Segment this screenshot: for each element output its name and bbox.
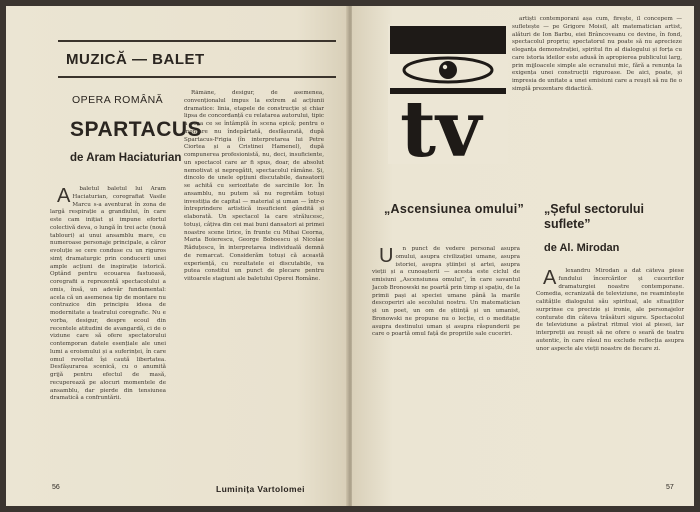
article-1-column bbox=[372, 246, 520, 482]
article-1-text: n punct de vedere personal asupra omului, asupra civilizației umane, asupra istoriei, asupra științei și artei, asupra vieții și a cunoașterii — acesta este ciclul de emisiuni „Ascensiunea omului”, în care savantul Jacob Bronowski ne poartă prin timp și spațiu, de la primii pași ai speciei umane până la marile descoperiri ale secolului nostru. Un matematician și un poet, un om de știință și un umanist, Bronowski ne propune nu o lecție, ci o meditație asupra destinului uman și asupra răspunderii pe care o poartă omul față de propriile sale cuceriri. bbox=[372, 246, 520, 338]
article-title: SPARTACUS bbox=[70, 118, 203, 141]
section-header bbox=[58, 40, 336, 78]
left-page bbox=[6, 6, 348, 506]
opera-label: OPERA ROMÂNĂ bbox=[72, 94, 164, 106]
tv-logo-text: tv bbox=[400, 84, 482, 164]
text-column-1 bbox=[50, 186, 166, 466]
article-author: de Aram Haciaturian bbox=[70, 152, 182, 164]
page-number-left: 56 bbox=[52, 484, 60, 491]
column-2-text: Rămâne, desigur, de asemenea, convenționalul impus la extrem al acțiunii dramatice: linia, etapele de construcție și chiar lipsa de concordanță cu relatarea autorului, tipic a ceea ce se întâmplă în scena epică; pentru o montare nu îndepărtată, desfășurată, după Spartacus-Frigia (în interpretarea lui Petre Ciortea și a Cristinei Hamenel), după compunerea profesionistă, nu, deci, insuficiente, un spectacol care ar fi spus, doar, de absolut nemotivat și nepregătit, spectacolul rămâne. Și, dincolo de unele opțiuni discutabile, dansatorii se achită cu seriozitate de sarcinile lor. În ansamblu, nu putem să nu regretăm totuși investiția de capital — material și uman — într-o întreprindere artistică insuficient gândită și elaborată. Un spectacol la care strălucesc, totuși, câțiva din cei mai buni dansatori ai primei noastre scene lirice, în frunte cu Mihai Ceorna, Maria Boierescu, George Boboescu și Nicolae Răduțescu, în interpretarea individuală demnă de remarcat. Considerăm totuși că această experiență, cu rezultatele ei discutabile, va putea constitui un punct de plecare pentru viitoarele stagiuni ale baletului Operei Române. bbox=[184, 90, 324, 282]
text-column-2 bbox=[184, 90, 324, 472]
article-2-title: „Șeful sectorului suflete” bbox=[544, 202, 645, 231]
article-2-author: de Al. Mirodan bbox=[544, 242, 620, 254]
article-signature: Luminița Vartolomei bbox=[216, 484, 305, 494]
top-text: artiști contemporani așa cum, firește, îl concepem — sufletește — pe Grigore Moisil, alt matematician artist, alături de Ion Barbu, eiei Brâncoveanu ce devine, în fond, spectacolul propriu; spectatorul nu poate să nu aprecieze eleganța demonstrației, spiritul fin al dialogului și forța cu care istoria ideilor este adusă în apropierea publicului larg, prin mijloacele simple ale ecranului mic, fără a renunța la exigența unei construcții riguroase. De aici, poate, și impresia de unitate a unei emisiuni care a reușit să nu fie o simplă prezentare didactică. bbox=[512, 16, 682, 92]
top-text-column bbox=[512, 16, 682, 202]
article-2-text: lexandru Mirodan a dat câteva piese fundului încercărilor și cuceririlor dramaturgiei noastre contemporane. Comedia, ecranizată de televiziune, ne reamintește calitățile dialogului său spiritual, ale situațiilor surprinse cu precizie și ironie, ale personajelor conturate din câteva trăsături sigure. Spectacolul de televiziune a păstrat ritmul vioi al piesei, iar interpreții au reușit să ne ofere o seară de teatru autentic, în care râsul nu exclude reflecția asupra unor aspecte ale vieții noastre de fiecare zi. bbox=[536, 268, 684, 352]
section-title: MUZICĂ — BALET bbox=[66, 50, 205, 68]
column-1-text: baletul baletul lui Aram Haciaturian, coregrafiat Vasile Marcu s-a aventurat în zona de largă respirație a grandiului, în care este cam inițiat și impune efortul colectivă deva, o lungă în trei acte (nouă tablouri) ai unui ansamblu mare, cu numeroase personaje principale, a căror evoluție se cere conduse cu un riguros simț dramaturgic prin conducerii unei ample acțiuni de inspirație istorică. Optând pentru ecouarea fastuoasă, coregrafii a reprezentă spectacolului a omis, însă, un adevăr fundamental: acela că un asemenea tip de montare nu contrazice din principiu ideea de modernitate a teatrului coregrafic. Nu e vorba, desigur, despre ecoul din recentele atitudini de avangardă, ci de o viziune care să ofere spectatorului contemporan datele esențiale ale unei lumi a eroismului și a suferinței, în care omul revoltat își caută libertatea. Desfășurarea scenică, cu o anumită grijă pentru efectul de masă, recuperează pe alocuri momentele de ansamblu, dar pierde din tensiunea dramatică a confruntării. bbox=[50, 186, 166, 402]
article-1-title: „Ascensiunea omului” bbox=[384, 202, 525, 216]
drop-cap: A bbox=[543, 268, 557, 289]
drop-cap: A bbox=[57, 186, 71, 207]
tv-logo bbox=[388, 24, 508, 164]
article-2-column bbox=[536, 268, 684, 482]
drop-cap: U bbox=[379, 246, 394, 267]
right-page bbox=[352, 6, 694, 506]
page-number-right: 57 bbox=[666, 484, 674, 491]
magazine-spread bbox=[6, 6, 694, 506]
